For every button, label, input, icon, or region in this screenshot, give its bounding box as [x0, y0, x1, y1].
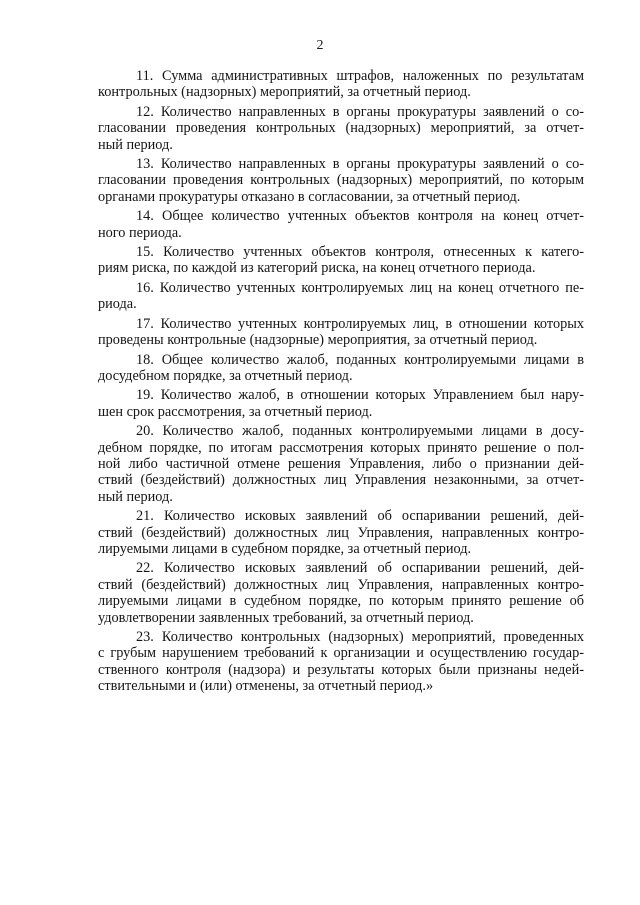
text-line: лируемыми лицами в судебном порядке, за отчетный период. [98, 540, 472, 557]
list-item [98, 104, 584, 153]
text-line: ствий (бездействий) должностных лиц Управления незаконными, за отчет- [98, 472, 584, 489]
list-item [98, 316, 584, 349]
text-line: 21. Количество исковых заявлений об оспаривании решений, дей- [136, 508, 584, 525]
list-item [98, 508, 584, 557]
text-line: 23. Количество контрольных (надзорных) мероприятий, проведенных [136, 629, 584, 645]
list-item [98, 208, 584, 241]
list-item [98, 68, 584, 101]
text-line: 12. Количество направленных в органы прокуратуры заявлений о со- [136, 103, 584, 120]
text-line: шен срок рассмотрения, за отчетный период. [98, 403, 373, 420]
text-line: гласовании проведения контрольных (надзорных) мероприятий, по которым [98, 172, 584, 189]
text-line: ствий (бездействий) должностных лиц Управления, направленных контро- [98, 524, 584, 541]
text-line: 11. Сумма административных штрафов, наложенных по результатам [136, 68, 584, 84]
text-line: досудебном порядке, за отчетный период. [98, 367, 353, 384]
list-item [98, 280, 584, 313]
text-line: ной либо частичной отмене решения Управления, либо о признании дей- [98, 455, 584, 472]
text-line: ствительными и (или) отменены, за отчетный период.» [98, 678, 434, 695]
list-item [98, 560, 584, 626]
list-item [98, 387, 584, 420]
text-line: 15. Количество учтенных объектов контроля, отнесенных к катего- [136, 244, 584, 261]
page-number: 2 [316, 38, 324, 53]
text-line: проведены контрольные (надзорные) мероприятия, за отчетный период. [98, 332, 538, 349]
text-line: 20. Количество жалоб, поданных контролируемыми лицами в досу- [136, 423, 584, 440]
text-line: дебном порядке, по итогам рассмотрения которых принято решение о пол- [98, 439, 584, 456]
list-item [98, 423, 584, 505]
text-line: органами прокуратуры отказано в согласовании, за отчетный период. [98, 188, 521, 205]
text-line: 19. Количество жалоб, в отношении которых Управлением был нару- [136, 387, 584, 404]
text-line: ный период. [98, 488, 173, 505]
text-line: удовлетворении заявленных требований, за отчетный период. [98, 609, 474, 626]
document-body [98, 68, 584, 698]
text-line: лируемыми лицами в судебном порядке, по которым принято решение об [98, 593, 584, 610]
text-line: 16. Количество учтенных контролируемых лиц на конец отчетного пе- [136, 279, 584, 296]
list-item [98, 629, 584, 695]
text-line: 17. Количество учтенных контролируемых лиц, в отношении которых [136, 315, 584, 332]
text-line: риям риска, по каждой из категорий риска, на конец отчетного периода. [98, 260, 536, 277]
text-line: ственного контроля (надзора) и результаты которых были признаны недей- [98, 661, 584, 678]
text-line: гласовании проведения контрольных (надзорных) мероприятий, за отчет- [98, 120, 584, 137]
text-line: 14. Общее количество учтенных объектов контроля на конец отчет- [136, 208, 584, 225]
text-line: риода. [98, 296, 137, 313]
text-line: контрольных (надзорных) мероприятий, за отчетный период. [98, 84, 471, 101]
text-line: 22. Количество исковых заявлений об оспаривании решений, дей- [136, 560, 584, 577]
text-line: 13. Количество направленных в органы прокуратуры заявлений о со- [136, 156, 584, 173]
list-item [98, 244, 584, 277]
list-item [98, 352, 584, 385]
list-item [98, 156, 584, 205]
text-line: с грубым нарушением требований к организации и осуществлению государ- [98, 645, 584, 662]
text-line: ного периода. [98, 224, 182, 241]
text-line: 18. Общее количество жалоб, поданных контролируемыми лицами в [136, 351, 584, 368]
text-line: ный период. [98, 136, 173, 153]
text-line: ствий (бездействий) должностных лиц Управления, направленных контро- [98, 576, 584, 593]
